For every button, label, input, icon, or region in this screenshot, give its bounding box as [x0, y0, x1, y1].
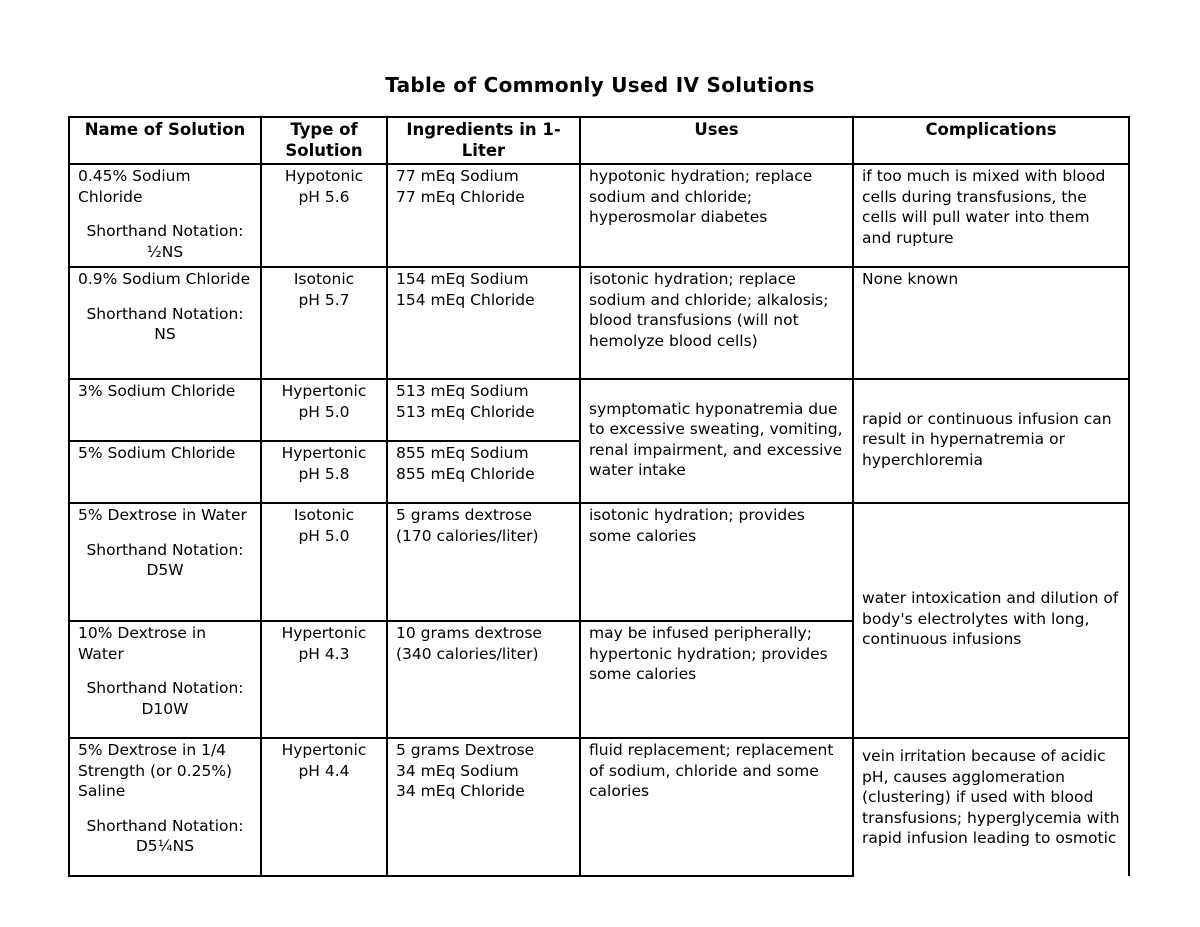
ingredient-item: 77 mEq Sodium: [396, 167, 519, 185]
shorthand-value: ½NS: [146, 242, 184, 261]
ingredient-item: 5 grams Dextrose: [396, 741, 535, 759]
table-row: [69, 164, 1129, 267]
ingredients-cell: [387, 379, 580, 441]
solution-type: Hypertonic: [281, 624, 367, 642]
header-type: Type of Solution: [261, 117, 387, 164]
page-title: Table of Commonly Used IV Solutions: [385, 73, 815, 97]
solution-ph: pH 5.0: [298, 526, 350, 545]
table-row: [69, 267, 1129, 379]
table-row: [69, 379, 1129, 441]
solution-ph: pH 4.3: [298, 644, 350, 663]
ingredient-item: 513 mEq Sodium: [396, 382, 529, 400]
solution-type: Hypertonic: [281, 382, 367, 400]
ingredient-item: 5 grams dextrose: [396, 506, 533, 524]
solution-name: 0.45% Sodium Chloride: [78, 167, 191, 206]
ingredient-item: 10 grams dextrose: [396, 624, 542, 642]
uses-cell: isotonic hydration; provides some calories: [580, 503, 853, 621]
shorthand-value: NS: [154, 325, 176, 343]
complications-cell-merged: water intoxication and dilution of body's electrolytes with long, continuous infusions: [853, 503, 1129, 738]
solution-name-cell: [69, 267, 261, 379]
solution-name-cell: [69, 621, 261, 738]
solution-name: 5% Dextrose in 1/4 Strength (or 0.25%) Saline: [78, 741, 233, 800]
table-row: [69, 738, 1129, 876]
ingredients-cell: [387, 503, 580, 621]
header-complications: Complications: [853, 117, 1129, 164]
ingredients-cell: [387, 164, 580, 267]
solution-type-cell: [261, 267, 387, 379]
solution-type-cell: [261, 621, 387, 738]
solution-name: 0.9% Sodium Chloride: [78, 270, 251, 288]
ingredients-cell: [387, 267, 580, 379]
solution-ph: pH 5.8: [298, 464, 350, 483]
solution-type-cell: [261, 379, 387, 441]
ingredient-item: 34 mEq Chloride: [396, 782, 525, 800]
solution-type-cell: [261, 738, 387, 876]
ingredient-item: 34 mEq Sodium: [396, 761, 519, 780]
solution-type: Isotonic: [293, 506, 355, 524]
ingredient-item: (170 calories/liter): [396, 526, 539, 545]
complications-cell: if too much is mixed with blood cells during transfusions, the cells will pull water into them and rupture: [853, 164, 1129, 267]
solution-name-cell: [69, 738, 261, 876]
shorthand-label: Shorthand Notation:: [86, 679, 244, 697]
complications-cell: vein irritation because of acidic pH, causes agglomeration (clustering) if used with blood transfusions; hyperglycemia with rapid infusion leading to osmotic: [853, 738, 1129, 876]
shorthand-value: D5¼NS: [135, 837, 195, 855]
shorthand-label: Shorthand Notation:: [86, 816, 244, 835]
solution-name: 5% Dextrose in Water: [78, 506, 247, 524]
solution-name-cell: [69, 164, 261, 267]
solution-name-cell: [69, 503, 261, 621]
ingredient-item: 154 mEq Sodium: [396, 270, 529, 288]
solution-ph: pH 5.0: [298, 402, 350, 421]
solution-name-cell: [69, 441, 261, 503]
header-uses: Uses: [580, 117, 853, 164]
ingredient-item: 154 mEq Chloride: [396, 290, 535, 309]
complications-cell-merged: rapid or continuous infusion can result in hypernatremia or hyperchloremia: [853, 379, 1129, 503]
ingredient-item: 77 mEq Chloride: [396, 187, 525, 206]
ingredients-cell: [387, 441, 580, 503]
uses-cell-merged: symptomatic hyponatremia due to excessive sweating, vomiting, renal impairment, and excessive water intake: [580, 379, 853, 503]
solution-type: Hypertonic: [281, 444, 367, 462]
ingredient-item: 513 mEq Chloride: [396, 402, 535, 421]
ingredient-item: 855 mEq Chloride: [396, 464, 535, 483]
solution-name: 3% Sodium Chloride: [78, 382, 236, 400]
ingredients-cell: [387, 738, 580, 876]
ingredient-item: 855 mEq Sodium: [396, 444, 529, 462]
shorthand-label: Shorthand Notation:: [86, 222, 244, 240]
ingredient-item: (340 calories/liter): [396, 644, 539, 663]
uses-cell: isotonic hydration; replace sodium and chloride; alkalosis; blood transfusions (will not hemolyze blood cells): [580, 267, 853, 379]
uses-cell: hypotonic hydration; replace sodium and chloride; hyperosmolar diabetes: [580, 164, 853, 267]
solution-type-cell: [261, 164, 387, 267]
solution-ph: pH 4.4: [298, 761, 350, 780]
uses-cell: may be infused peripherally; hypertonic hydration; provides some calories: [580, 621, 853, 738]
complications-cell: None known: [853, 267, 1129, 379]
shorthand-value: D10W: [141, 699, 189, 718]
table-row: [69, 503, 1129, 621]
solution-type: Hypertonic: [281, 741, 367, 759]
ingredients-cell: [387, 621, 580, 738]
shorthand-value: D5W: [146, 561, 184, 579]
shorthand-label: Shorthand Notation:: [86, 540, 244, 559]
solution-name: 5% Sodium Chloride: [78, 444, 236, 462]
uses-cell: fluid replacement; replacement of sodium, chloride and some calories: [580, 738, 853, 876]
solution-ph: pH 5.7: [298, 290, 350, 309]
solution-ph: pH 5.6: [298, 187, 350, 206]
header-name: Name of Solution: [69, 117, 261, 164]
solution-type-cell: [261, 441, 387, 503]
shorthand-label: Shorthand Notation:: [86, 304, 244, 323]
solution-type: Hypotonic: [284, 167, 364, 185]
header-ingredients: Ingredients in 1-Liter: [387, 117, 580, 164]
solution-type-cell: [261, 503, 387, 621]
solution-name-cell: [69, 379, 261, 441]
iv-solutions-table: [68, 116, 1130, 877]
solution-type: Isotonic: [293, 270, 355, 288]
table-header-row: [69, 117, 1129, 164]
solution-name: 10% Dextrose in Water: [78, 624, 207, 663]
